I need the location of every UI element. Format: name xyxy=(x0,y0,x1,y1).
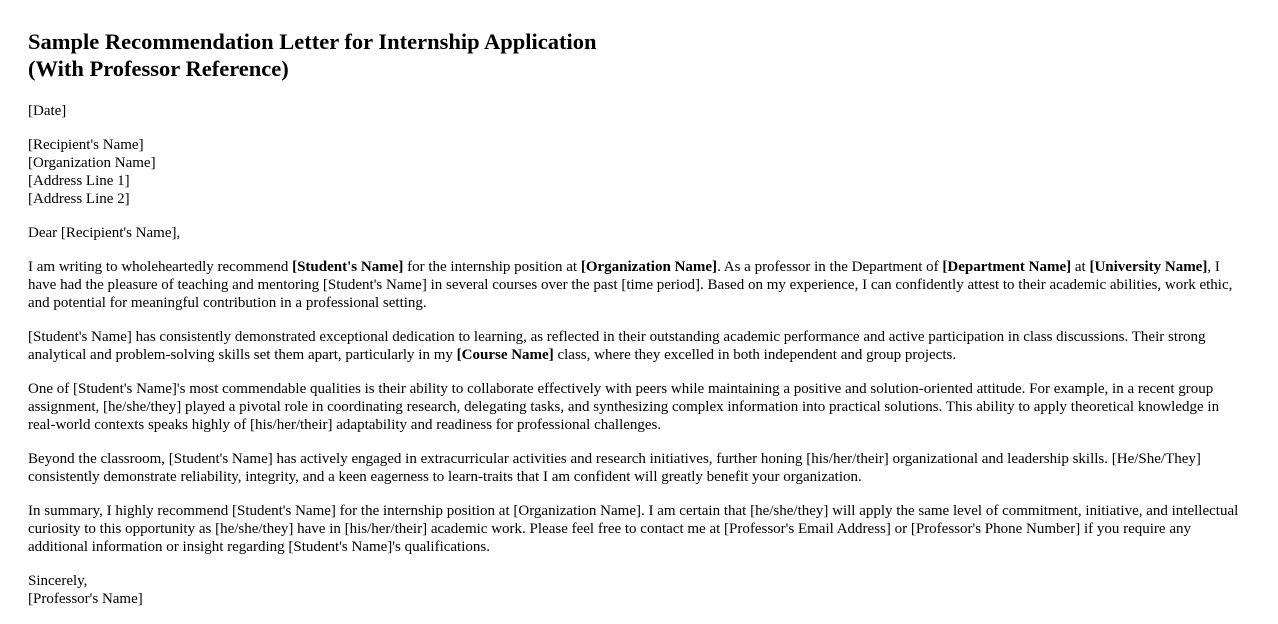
signature-block xyxy=(28,572,1244,608)
department-name-placeholder: [Department Name] xyxy=(942,259,1072,275)
paragraph-extracurricular: Beyond the classroom, [Student's Name] has actively engaged in extracurricular activities and research initiatives, further honing [his/her/their] organizational and leadership skills. [He/She/They] consistently demonstrate reliability, integrity, and a keen eagerness to learn-traits that I am confident will greatly benefit your organization. xyxy=(28,451,1201,485)
paragraph-text: at xyxy=(1071,259,1090,275)
signature-name: [Professor's Name] xyxy=(28,591,143,607)
recipient-address-line-2: [Address Line 2] xyxy=(28,191,130,207)
recipient-address-line-1: [Address Line 1] xyxy=(28,173,130,189)
letter-document xyxy=(28,28,1244,624)
paragraph-text: class, where they excelled in both independent and group projects. xyxy=(553,347,957,363)
recipient-block xyxy=(28,136,1244,208)
salutation: Dear [Recipient's Name], xyxy=(28,225,181,241)
paragraph-text: for the internship position at xyxy=(403,259,581,275)
paragraph-text: , I have had the pleasure of teaching and mentoring [Student's Name] in several courses over the past [time period]. Based on my experience, I can confidently attest to their academic abilities, work ethic, and potential for meaningful contribution in a professional setting. xyxy=(28,259,1233,311)
course-name-placeholder: [Course Name] xyxy=(456,347,554,363)
student-name-placeholder: [Student's Name] xyxy=(292,259,404,275)
title-line-1: Sample Recommendation Letter for Internship Application xyxy=(28,29,597,54)
paragraph-summary: In summary, I highly recommend [Student's Name] for the internship position at [Organization Name]. I am certain that [he/she/they] will apply the same level of commitment, initiative, and intellectual curiosity to this opportunity as [he/she/they] have in [his/her/their] academic work. Please feel free to contact me at [Professor's Email Address] or [Professor's Phone Number] if you require any additional information or insight regarding [Student's Name]'s qualifications. xyxy=(28,503,1239,555)
recipient-name: [Recipient's Name] xyxy=(28,137,144,153)
paragraph-introduction xyxy=(28,258,1244,312)
organization-name-placeholder: [Organization Name] xyxy=(580,259,718,275)
closing: Sincerely, xyxy=(28,573,88,589)
letter-date: [Date] xyxy=(28,103,67,119)
paragraph-academic xyxy=(28,328,1244,364)
paragraph-text: [Student's Name] has consistently demonstrated exceptional dedication to learning, as reflected in their outstanding academic performance and active participation in class discussions. Their strong analytical and problem-solving skills set them apart, particularly in my xyxy=(28,329,1206,363)
paragraph-text: . As a professor in the Department of xyxy=(717,259,943,275)
page-title xyxy=(28,28,1244,82)
recipient-organization: [Organization Name] xyxy=(28,155,156,171)
university-name-placeholder: [University Name] xyxy=(1089,259,1208,275)
paragraph-collaboration: One of [Student's Name]'s most commendable qualities is their ability to collaborate effectively with peers while maintaining a positive and solution-oriented attitude. For example, in a recent group assignment, [he/she/they] played a pivotal role in coordinating research, delegating tasks, and synthesizing complex information into practical solutions. This ability to apply theoretical knowledge in real-world contexts speaks highly of [his/her/their] adaptability and readiness for professional challenges. xyxy=(28,381,1220,433)
title-line-2: (With Professor Reference) xyxy=(28,56,289,81)
paragraph-text: I am writing to wholeheartedly recommend xyxy=(28,259,293,275)
